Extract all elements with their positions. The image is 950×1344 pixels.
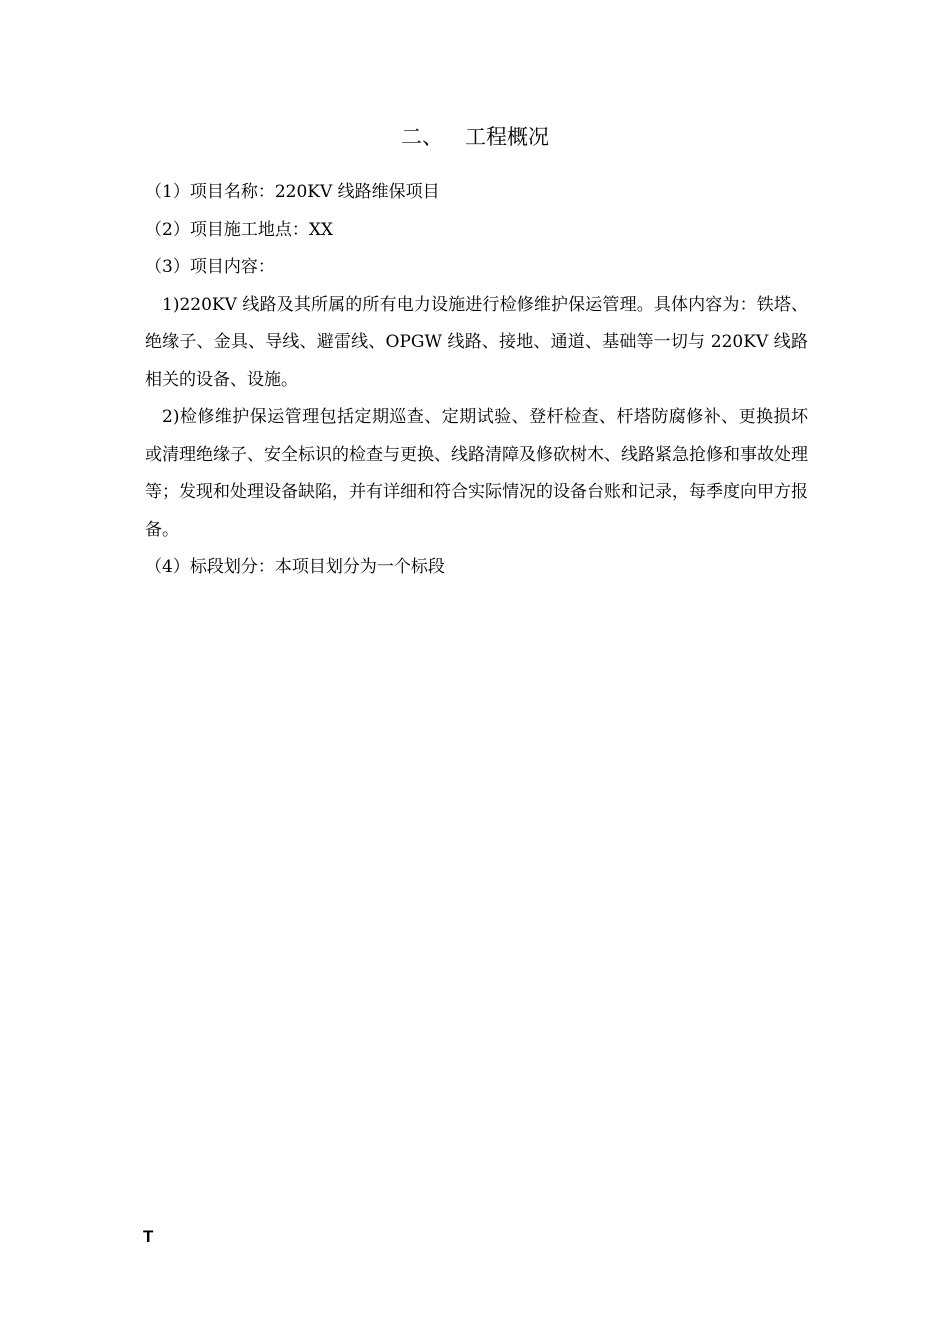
section-number: 二、 — [401, 125, 443, 149]
document-body — [145, 174, 808, 587]
item-project-content-heading: （3）项目内容： — [145, 257, 275, 277]
content-paragraph-1: 1)220KV 线路及其所属的所有电力设施进行检修维护保运管理。具体内容为：铁塔、绝缘子、金具、导线、避雷线、OPGW 线路、接地、通道、基础等一切与 220KV 线路相关的设备、设施。 — [145, 294, 808, 390]
section-title: 工程概况 — [465, 125, 549, 149]
item-project-location: （2）项目施工地点：XX — [145, 219, 334, 240]
item-lot-division: （4）标段划分：本项目划分为一个标段 — [145, 557, 445, 577]
footer-mark: T — [143, 1227, 154, 1246]
section-heading — [0, 121, 950, 153]
content-paragraph-2: 2)检修维护保运管理包括定期巡查、定期试验、登杆检查、杆塔防腐修补、更换损坏或清理绝缘子、安全标识的检查与更换、线路清障及修砍树木、线路紧急抢修和事故处理等；发现和处理设备缺陷，并有详细和符合实际情况的设备台账和记录，每季度向甲方报备。 — [145, 407, 808, 540]
item-project-name: （1）项目名称：220KV 线路维保项目 — [145, 182, 440, 202]
